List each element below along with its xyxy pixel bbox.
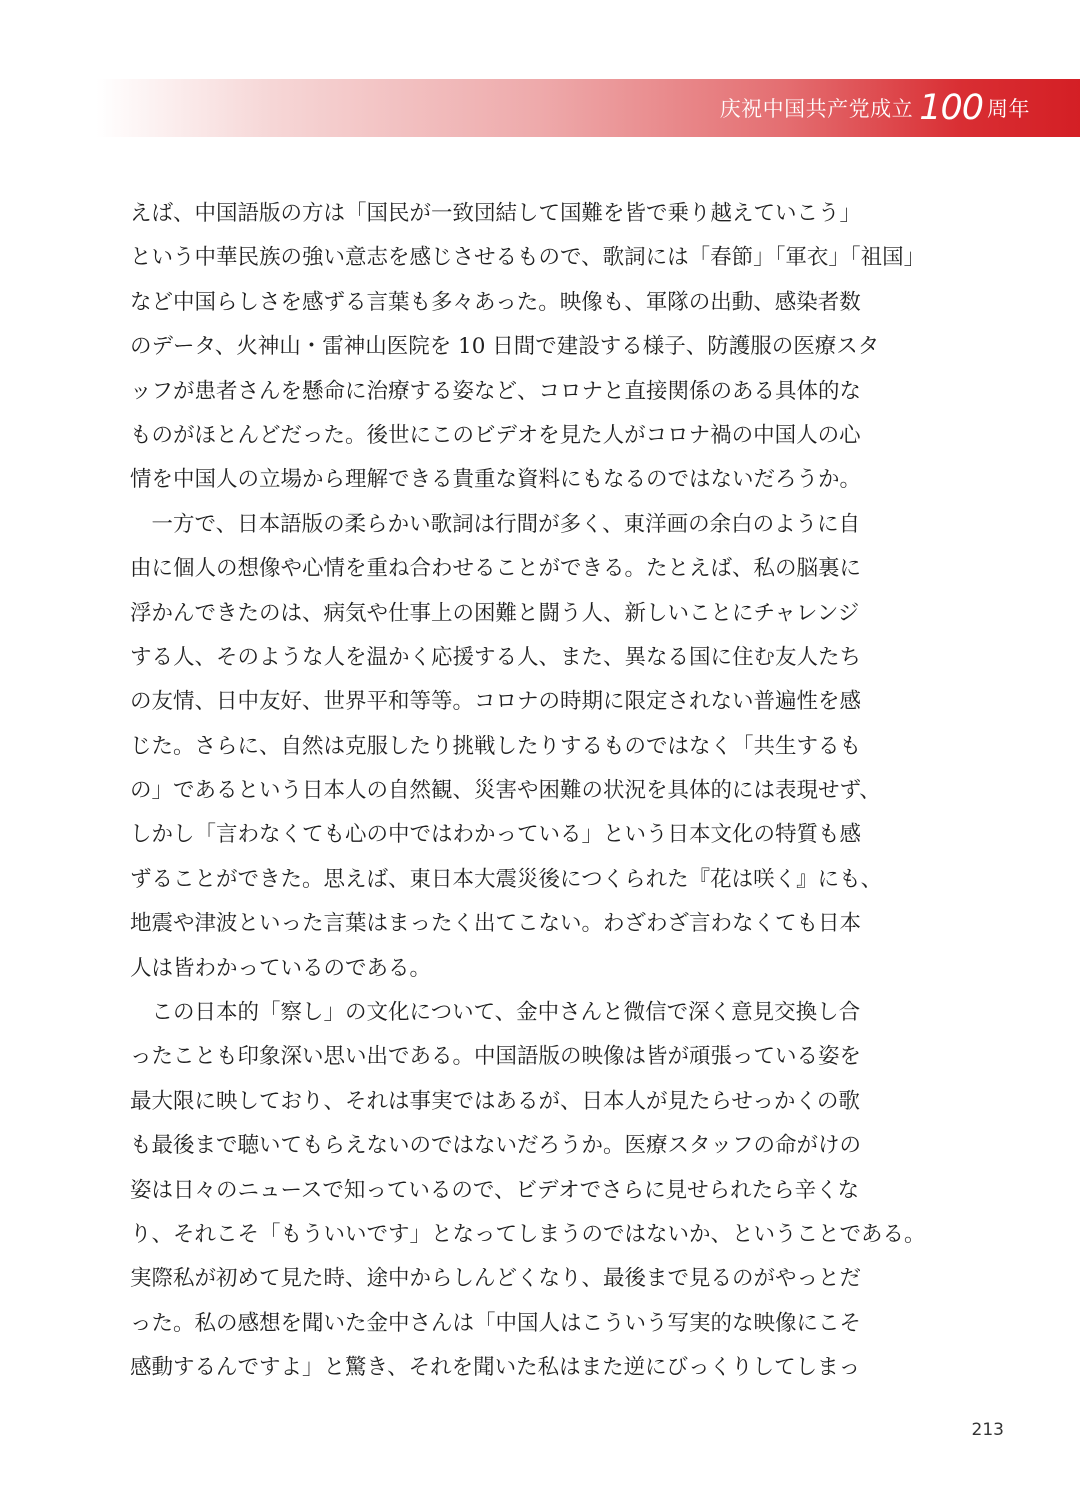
text-line: ずることができた。思えば、東日本大震災後につくられた『花は咲く』にも、 bbox=[130, 866, 883, 892]
text-line: ったことも印象深い思い出である。中国語版の映像は皆が頑張っている姿を bbox=[130, 1044, 862, 1070]
text-line: 人は皆わかっているのである。 bbox=[130, 955, 432, 981]
text-line: 最大限に映しており、それは事実ではあるが、日本人が見たらせっかくの歌 bbox=[130, 1088, 860, 1114]
text-line: 姿は日々のニュースで知っているので、ビデオでさらに見せられたら辛くな bbox=[130, 1177, 860, 1203]
header-title-number: 100 bbox=[919, 88, 983, 128]
header-band bbox=[96, 79, 1080, 137]
text-line: 実際私が初めて見た時、途中からしんどくなり、最後まで見るのがやっとだ bbox=[130, 1266, 862, 1292]
text-line: じた。さらに、自然は克服したり挑戦したりするものではなく「共生するも bbox=[130, 733, 862, 759]
text-line: ものがほとんどだった。後世にこのビデオを見た人がコロナ禍の中国人の心 bbox=[130, 422, 861, 448]
text-line: する人、そのような人を温かく応援する人、また、異なる国に住む友人たち bbox=[130, 644, 862, 670]
text-line: り、それこそ「もういいです」となってしまうのではないか、ということである。 bbox=[130, 1221, 926, 1247]
header-title bbox=[720, 79, 1030, 137]
text-line: など中国らしさを感ずる言葉も多々あった。映像も、軍隊の出動、感染者数 bbox=[130, 289, 861, 315]
text-line: 情を中国人の立場から理解できる貴重な資料にもなるのではないだろうか。 bbox=[130, 467, 862, 493]
text-line: しかし「言わなくても心の中ではわかっている」という日本文化の特質も感 bbox=[130, 822, 862, 848]
text-line: 感動するんですよ」と驚き、それを聞いた私はまた逆にびっくりしてしまっ bbox=[130, 1355, 861, 1381]
text-line: の」であるという日本人の自然観、災害や困難の状況を具体的には表現せず、 bbox=[130, 778, 881, 804]
text-line: 一方で、日本語版の柔らかい歌詞は行間が多く、東洋画の余白のように自 bbox=[130, 511, 861, 537]
page-number: 213 bbox=[971, 1420, 1004, 1440]
body-text bbox=[130, 192, 972, 1391]
text-line: 由に個人の想像や心情を重ね合わせることができる。たとえば、私の脳裏に bbox=[130, 556, 862, 582]
text-line: えば、中国語版の方は「国民が一致団結して国難を皆で乗り越えていこう」 bbox=[130, 201, 862, 226]
text-line: った。私の感想を聞いた金中さんは「中国人はこういう写実的な映像にこそ bbox=[130, 1310, 862, 1336]
text-line: の友情、日中友好、世界平和等等。コロナの時期に限定されない普遍性を感 bbox=[130, 689, 862, 715]
text-line: という中華民族の強い意志を感じさせるもので、歌詞には「春節」「軍衣」「祖国」 bbox=[130, 245, 926, 271]
text-line: も最後まで聴いてもらえないのではないだろうか。医療スタッフの命がけの bbox=[130, 1133, 862, 1159]
header-title-prefix: 庆祝中国共产党成立 bbox=[719, 97, 914, 121]
header-title-suffix: 周年 bbox=[987, 97, 1030, 121]
text-line: この日本的「察し」の文化について、金中さんと微信で深く意見交換し合 bbox=[130, 1000, 861, 1026]
text-line: ッフが患者さんを懸命に治療する姿など、コロナと直接関係のある具体的な bbox=[130, 378, 862, 404]
text-line: 地震や津波といった言葉はまったく出てこない。わざわざ言わなくても日本 bbox=[130, 911, 862, 937]
text-line: のデータ、火神山・雷神山医院を 10 日間で建設する様子、防護服の医療スタ bbox=[130, 334, 880, 360]
text-line: 浮かんできたのは、病気や仕事上の困難と闘う人、新しいことにチャレンジ bbox=[130, 600, 860, 626]
